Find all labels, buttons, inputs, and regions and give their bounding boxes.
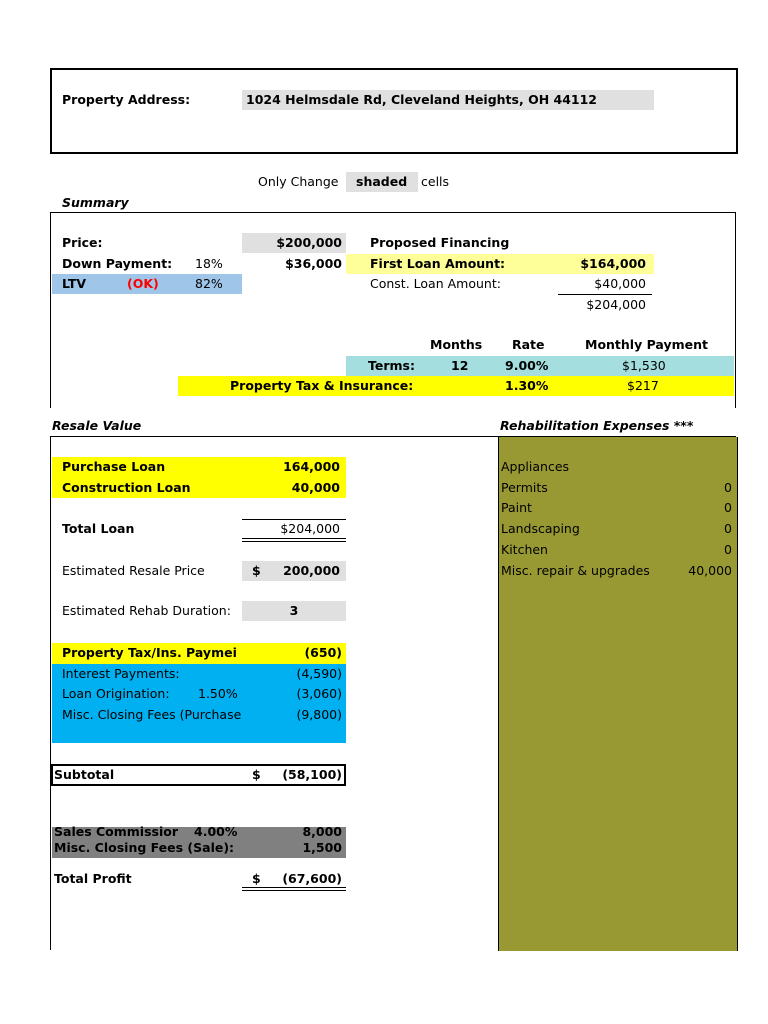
note-shaded: shaded	[356, 174, 408, 189]
rehab-item-label-2: Paint	[501, 500, 532, 515]
tax-rate: 1.30%	[505, 378, 549, 393]
terms-rate: 9.00%	[505, 358, 549, 373]
total-profit-value: (67,600)	[282, 871, 342, 886]
total-profit-currency: $	[252, 871, 261, 886]
resale-left-border	[50, 436, 51, 950]
first-loan-label: First Loan Amount:	[370, 256, 506, 271]
const-loan-label: Const. Loan Amount:	[370, 276, 501, 291]
origination-value: (3,060)	[296, 686, 342, 701]
construction-loan-label: Construction Loan	[62, 480, 191, 495]
resale-price-currency: $	[252, 563, 261, 578]
down-payment-label: Down Payment:	[62, 256, 173, 271]
rehab-item-value-2: 0	[724, 500, 732, 515]
resale-price-value: 200,000	[283, 563, 340, 578]
ltv-status: (OK)	[127, 276, 159, 291]
tax-payment: $217	[627, 378, 659, 393]
rehab-item-value-4: 0	[724, 542, 732, 557]
rehab-duration-value: 3	[289, 603, 299, 618]
terms-payment: $1,530	[622, 358, 666, 373]
total-loan-double-2	[242, 541, 346, 542]
property-address-label: Property Address:	[62, 92, 191, 107]
note-suffix: cells	[421, 174, 450, 189]
col-months: Months	[430, 337, 483, 352]
commission-label: Sales Commissior	[54, 824, 178, 839]
total-loan-label: Total Loan	[62, 521, 135, 536]
rehab-item-label-3: Landscaping	[501, 521, 580, 536]
resale-price-label: Estimated Resale Price	[62, 563, 205, 578]
total-loan-double-1	[242, 538, 346, 539]
loan-total-value: $204,000	[586, 297, 646, 312]
subtotal-label: Subtotal	[54, 767, 115, 782]
tax-ins-label: Property Tax/Ins. Paymei	[62, 645, 237, 660]
sale-fees-label: Misc. Closing Fees (Sale):	[54, 840, 235, 855]
tax-label: Property Tax & Insurance:	[230, 378, 414, 393]
commission-pct: 4.00%	[194, 824, 238, 839]
resale-title: Resale Value	[52, 418, 142, 433]
summary-title: Summary	[62, 195, 129, 210]
property-address-box	[50, 68, 738, 154]
subtotal-value: (58,100)	[282, 767, 342, 782]
property-address-value: 1024 Helmsdale Rd, Cleveland Heights, OH 44112	[246, 92, 597, 107]
const-loan-value: $40,000	[594, 276, 646, 291]
tax-ins-value: (650)	[304, 645, 342, 660]
commission-value: 8,000	[302, 824, 342, 839]
origination-label: Loan Origination:	[62, 686, 170, 701]
sale-fees-value: 1,500	[302, 840, 342, 855]
rehab-title: Rehabilitation Expenses ***	[500, 418, 694, 433]
summary-right-border	[735, 212, 736, 408]
col-payment: Monthly Payment	[585, 337, 708, 352]
purchase-loan-value: 164,000	[283, 459, 340, 474]
terms-months: 12	[451, 358, 469, 373]
down-payment-pct: 18%	[195, 256, 223, 271]
rehab-item-label-4: Kitchen	[501, 542, 548, 557]
total-loan-value: $204,000	[280, 521, 340, 536]
price-label: Price:	[62, 235, 103, 250]
rehab-duration-label: Estimated Rehab Duration:	[62, 603, 231, 618]
rehab-item-value-1: 0	[724, 480, 732, 495]
rehab-item-value-3: 0	[724, 521, 732, 536]
ltv-pct: 82%	[195, 276, 223, 291]
rehab-item-label-0: Appliances	[501, 459, 570, 474]
closing-fees-value: (9,800)	[296, 707, 342, 722]
note-prefix: Only Change	[258, 174, 339, 189]
subtotal-currency: $	[252, 767, 261, 782]
interest-value: (4,590)	[296, 666, 342, 681]
rehab-item-label-5: Misc. repair & upgrades	[501, 563, 650, 578]
profit-double-1	[242, 887, 346, 888]
price-value: $200,000	[276, 235, 342, 250]
first-loan-value: $164,000	[580, 256, 646, 271]
profit-double-2	[242, 890, 346, 891]
down-payment-value: $36,000	[285, 256, 342, 271]
summary-left-border	[50, 212, 51, 408]
summary-top-border	[50, 212, 736, 213]
rehab-item-value-5: 40,000	[688, 563, 732, 578]
origination-pct: 1.50%	[198, 686, 238, 701]
closing-fees-label: Misc. Closing Fees (Purchase	[62, 707, 242, 722]
terms-label: Terms:	[368, 358, 415, 373]
ltv-label: LTV	[62, 276, 87, 291]
interest-label: Interest Payments:	[62, 666, 180, 681]
financing-title: Proposed Financing	[370, 235, 510, 250]
purchase-loan-label: Purchase Loan	[62, 459, 166, 474]
col-rate: Rate	[512, 337, 545, 352]
rehab-item-label-1: Permits	[501, 480, 548, 495]
total-profit-label: Total Profit	[54, 871, 132, 886]
construction-loan-value: 40,000	[291, 480, 340, 495]
